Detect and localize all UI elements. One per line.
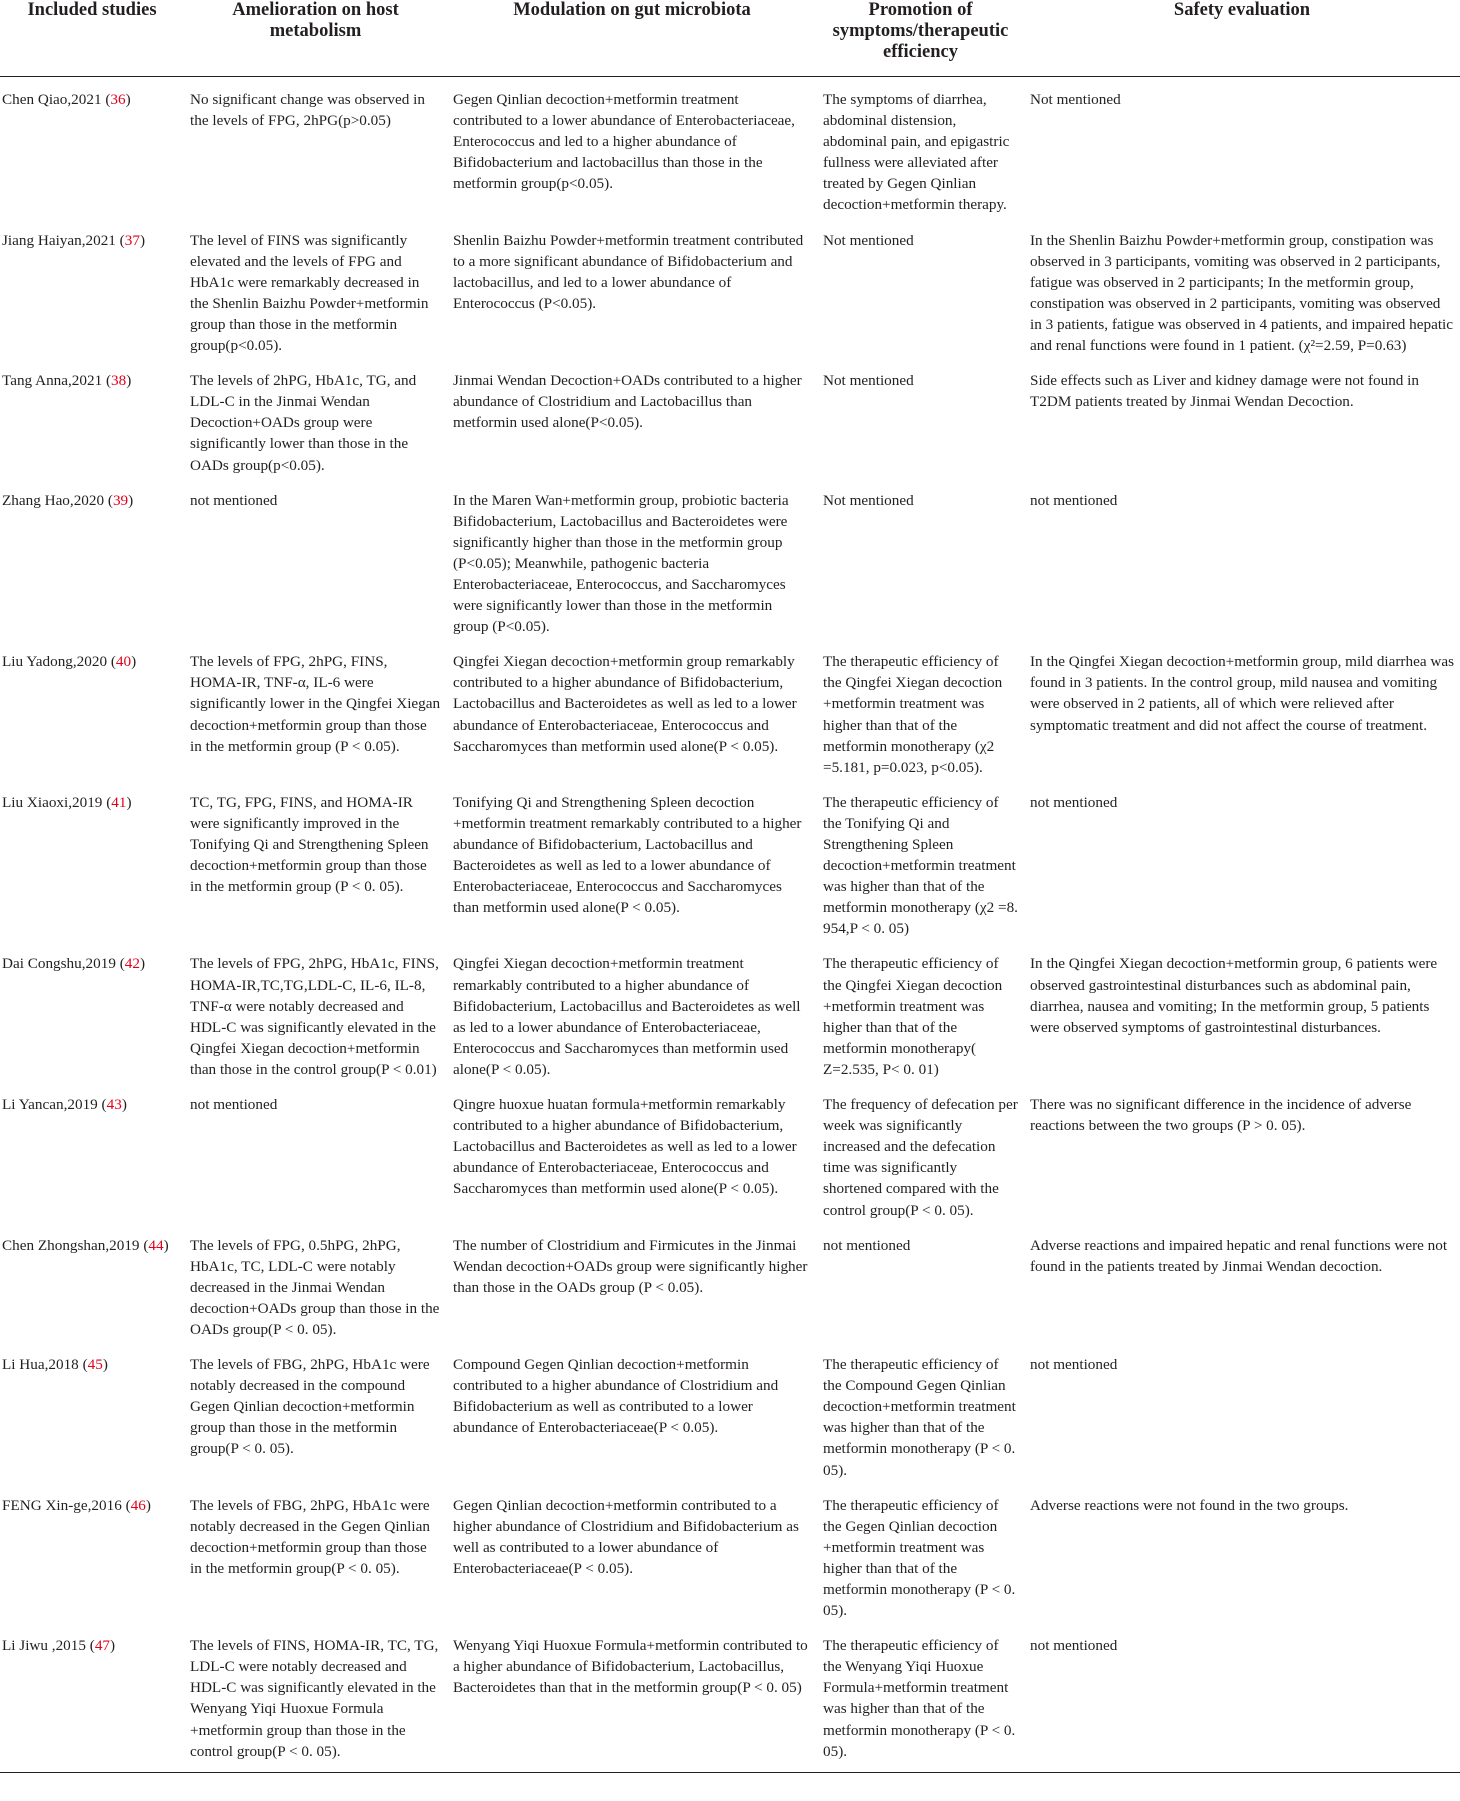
cell-study — [0, 1483, 184, 1624]
reference-link[interactable]: 36 — [110, 91, 126, 108]
study-name-close: ) — [128, 491, 134, 509]
cell-symptoms: The therapeutic efficiency of the Compound Gegen Qinlian decoction+metformin treatment was higher than that of the metformin monotherapy (P < 0. 05). — [823, 1356, 1016, 1479]
study-name: Jiang Haiyan,2021 ( — [2, 231, 125, 249]
cell-metabolism: not mentioned — [190, 1096, 278, 1114]
cell-microbiota: Qingre huoxue huatan formula+metformin remarkably contributed to a higher abundance of Bifidobacterium, Lactobacillus and Bacteroidetes as well as led to a lower abundance of Enterobacteriaceae, Enterococcus and Saccharomyces than metformin used alone(P < 0.05). — [453, 1096, 797, 1198]
study-name: Liu Yadong,2020 ( — [2, 653, 116, 671]
table-row — [0, 1082, 1460, 1223]
study-name-close: ) — [131, 653, 137, 671]
table-row — [0, 1223, 1460, 1342]
study-name: Liu Xiaoxi,2019 ( — [2, 793, 112, 811]
study-name: Li Jiwu ,2015 ( — [2, 1637, 95, 1655]
header-symptoms: Promotion of symptoms/therapeutic efficiency — [817, 0, 1024, 77]
header-row — [0, 0, 1460, 77]
reference-link[interactable]: 37 — [124, 231, 140, 249]
reference-link[interactable]: 39 — [112, 491, 129, 509]
cell-symptoms: The frequency of defecation per week was significantly increased and the defecation time was significantly shortened compared with the control group(P < 0. 05). — [823, 1096, 1018, 1219]
cell-study — [0, 1223, 184, 1342]
study-name: Zhang Hao,2020 ( — [2, 491, 113, 509]
header-safety: Safety evaluation — [1024, 0, 1460, 77]
cell-metabolism: The levels of FINS, HOMA-IR, TC, TG, LDL-C were notably decreased and HDL-C was significantly elevated in the Wenyang Yiqi Huoxue Formula +metformin group than those in the control group(P < 0. 05). — [184, 1623, 447, 1772]
study-name: Li Hua,2018 ( — [2, 1356, 88, 1374]
cell-symptoms: not mentioned — [823, 1236, 911, 1254]
cell-safety: not mentioned — [1030, 491, 1118, 509]
header-included-studies: Included studies — [0, 0, 184, 77]
cell-study — [0, 358, 184, 477]
study-name-close: ) — [126, 793, 132, 811]
cell-microbiota: Qingfei Xiegan decoction+metformin treatment remarkably contributed to a higher abundance of Bifidobacterium, Lactobacillus and Bacteroidetes as well as led to a lower abundance of Enterobacteriaceae, Enterococcus and Saccharomyces than metformin used alone(P < 0.05). — [453, 955, 801, 1078]
cell-metabolism: The levels of 2hPG, HbA1c, TG, and LDL-C in the Jinmai Wendan Decoction+OADs group were significantly lower than those in the OADs group(p<0.05). — [190, 372, 417, 474]
reference-link[interactable]: 45 — [87, 1356, 103, 1374]
cell-safety: There was no significant difference in the incidence of adverse reactions between the two groups (P > 0. 05). — [1030, 1096, 1412, 1135]
table-row — [0, 1342, 1460, 1483]
cell-safety: Side effects such as Liver and kidney damage were not found in T2DM patients treated by Jinmai Wendan Decoction. — [1030, 372, 1419, 411]
cell-metabolism: TC, TG, FPG, FINS, and HOMA-IR were significantly improved in the Tonifying Qi and Strengthening Spleen decoction+metformin group than those in the metformin group (P < 0. 05). — [190, 793, 429, 896]
table-row — [0, 77, 1460, 218]
study-name-close: ) — [102, 1356, 108, 1374]
cell-microbiota: The number of Clostridium and Firmicutes in the Jinmai Wendan decoction+OADs group were significantly higher than those in the OADs group (P < 0.05). — [453, 1236, 808, 1296]
cell-study — [0, 941, 184, 1082]
reference-link[interactable]: 40 — [115, 653, 132, 671]
study-name: FENG Xin-ge,2016 ( — [2, 1496, 131, 1514]
cell-study — [0, 1082, 184, 1223]
cell-symptoms: The therapeutic efficiency of the Gegen Qinlian decoction +metformin treatment was higher than that of the metformin monotherapy (P < 0. 05). — [823, 1496, 1016, 1620]
study-name-close: ) — [139, 231, 145, 249]
study-name-close: ) — [145, 1496, 151, 1514]
cell-safety: Adverse reactions were not found in the two groups. — [1030, 1496, 1349, 1514]
table-row — [0, 358, 1460, 477]
study-name-close: ) — [125, 91, 131, 108]
study-name-close: ) — [110, 1637, 116, 1655]
cell-microbiota: Tonifying Qi and Strengthening Spleen decoction +metformin treatment remarkably contributed to a higher abundance of Bifidobacterium, Lactobacillus and Bacteroidetes as well as led to a lower abundance of Enterobacteriaceae, Enterococcus and Saccharomyces than metformin used alone(P < 0.05). — [453, 793, 802, 917]
reference-link[interactable]: 44 — [148, 1236, 164, 1254]
cell-study — [0, 77, 184, 218]
cell-microbiota: In the Maren Wan+metformin group, probiotic bacteria Bifidobacterium, Lactobacillus and Bacteroidetes were significantly higher than those in the metformin group (P<0.05); Meanwhile, pathogenic bacteria Enterobacteriaceae, Enterococcus, and Saccharomyces were significantly lower than those in the metformin group (P<0.05). — [453, 491, 789, 636]
study-name-close: ) — [126, 372, 132, 390]
cell-safety: In the Qingfei Xiegan decoction+metformin group, 6 patients were observed gastrointestinal disturbances such as abdominal pain, diarrhea, nausea and vomiting; In the metformin group, 5 patients were observed symptoms of gastrointestinal disturbances. — [1030, 955, 1438, 1036]
cell-safety: not mentioned — [1024, 1623, 1460, 1772]
study-name-close: ) — [121, 1096, 127, 1114]
table-row — [0, 639, 1460, 780]
reference-link[interactable]: 43 — [106, 1096, 122, 1114]
cell-symptoms: The symptoms of diarrhea, abdominal distension, abdominal pain, and epigastric fullness were alleviated after treated by Gegen Qinlian decoction+metformin therapy. — [823, 91, 1010, 214]
reference-link[interactable]: 42 — [124, 955, 140, 973]
study-name: Dai Congshu,2019 ( — [2, 955, 125, 973]
cell-microbiota: Shenlin Baizhu Powder+metformin treatment contributed to a more significant abundance of Bifidobacterium and lactobacillus, and led to a lower abundance of Enterococcus (P<0.05). — [453, 231, 804, 312]
cell-microbiota: Wenyang Yiqi Huoxue Formula+metformin contributed to a higher abundance of Bifidobacterium, Lactobacillus, Bacteroidetes than that in the metformin group(P < 0. 05) — [447, 1623, 817, 1772]
cell-microbiota: Gegen Qinlian decoction+metformin treatment contributed to a lower abundance of Enterobacteriaceae, Enterococcus and led to a higher abundance of Bifidobacterium and lactobacillus than those in the metformin group(p<0.05). — [453, 91, 795, 193]
cell-metabolism: The levels of FPG, 2hPG, HbA1c, FINS, HOMA-IR,TC,TG,LDL-C, IL-6, IL-8, TNF-α were notably decreased and HDL-C was significantly elevated in the Qingfei Xiegan decoction+metformin than those in the control group(P < 0.01) — [190, 955, 439, 1078]
study-name: Chen Qiao,2021 ( — [2, 91, 111, 108]
cell-symptoms: The therapeutic efficiency of the Wenyang Yiqi Huoxue Formula+metformin treatment was higher than that of the metformin monotherapy (P < 0. 05). — [817, 1623, 1024, 1772]
cell-study — [0, 1623, 184, 1772]
study-name-close: ) — [163, 1236, 169, 1254]
cell-study — [0, 218, 184, 359]
cell-study — [0, 639, 184, 780]
cell-metabolism: The level of FINS was significantly elevated and the levels of FPG and HbA1c were remarkably decreased in the Shenlin Baizhu Powder+metformin group than those in the metformin group(p<0.05). — [190, 231, 429, 355]
header-microbiota: Modulation on gut microbiota — [447, 0, 817, 77]
cell-symptoms: The therapeutic efficiency of the Tonifying Qi and Strengthening Spleen decoction+metformin treatment was higher than that of the metformin monotherapy (χ2 =8. 954,P < 0. 05) — [823, 793, 1018, 938]
cell-safety: not mentioned — [1030, 1356, 1118, 1374]
table-row — [0, 1483, 1460, 1624]
study-name-close: ) — [139, 955, 146, 973]
cell-safety: In the Qingfei Xiegan decoction+metformin group, mild diarrhea was found in 3 patients. In the control group, mild nausea and vomiting were observed in 2 patients, all of which were relieved after symptomatic treatment and did not affect the course of treatment. — [1030, 653, 1454, 734]
reference-link[interactable]: 41 — [111, 793, 127, 811]
study-name: Tang Anna,2021 ( — [2, 372, 112, 390]
cell-microbiota: Compound Gegen Qinlian decoction+metformin contributed to a higher abundance of Clostridium and Bifidobacterium as well as contributed to a lower abundance of Enterobacteriaceae(P < 0.05). — [453, 1356, 779, 1437]
table-row — [0, 780, 1460, 942]
cell-safety: Adverse reactions and impaired hepatic and renal functions were not found in the patients treated by Jinmai Wendan decoction. — [1030, 1236, 1448, 1275]
cell-microbiota: Gegen Qinlian decoction+metformin contributed to a higher abundance of Clostridium and Bifidobacterium as well as contributed to a lower abundance of Enterobacteriaceae(P < 0.05). — [453, 1496, 799, 1577]
cell-study — [0, 478, 184, 640]
cell-study — [0, 1342, 184, 1483]
table-row — [0, 941, 1460, 1082]
study-name: Chen Zhongshan,2019 ( — [2, 1236, 149, 1254]
cell-metabolism: The levels of FBG, 2hPG, HbA1c were notably decreased in the compound Gegen Qinlian decoction+metformin group than those in the metformin group(P < 0. 05). — [190, 1356, 430, 1458]
cell-safety: not mentioned — [1030, 793, 1118, 811]
cell-metabolism: The levels of FPG, 0.5hPG, 2hPG, HbA1c, TC, LDL-C were notably decreased in the Jinmai Wendan decoction+OADs group than those in the OADs group(P < 0. 05). — [190, 1236, 440, 1338]
cell-symptoms: The therapeutic efficiency of the Qingfei Xiegan decoction +metformin treatment was higher than that of the metformin monotherapy (χ2 =5.181, p=0.023, p<0.05). — [823, 653, 1003, 776]
reference-link[interactable]: 38 — [111, 372, 127, 390]
cell-microbiota: Jinmai Wendan Decoction+OADs contributed to a higher abundance of Clostridium and Lactobacillus than metformin used alone(P<0.05). — [453, 372, 802, 432]
table-row — [0, 1623, 1460, 1772]
cell-metabolism: The levels of FBG, 2hPG, HbA1c were notably decreased in the Gegen Qinlian decoction+metformin group than those in the metformin group(P < 0. 05). — [190, 1496, 430, 1577]
cell-symptoms: The therapeutic efficiency of the Qingfei Xiegan decoction +metformin treatment was higher than that of the metformin monotherapy( Z=2.535, P< 0. 01) — [823, 955, 1003, 1078]
cell-metabolism: not mentioned — [190, 491, 278, 509]
cell-microbiota: Qingfei Xiegan decoction+metformin group remarkably contributed to a higher abundance of Bifidobacterium, Lactobacillus and Bacteroidetes as well as led to a lower abundance of Enterobacteriaceae, Enterococcus and Saccharomyces than metformin used alone(P < 0.05). — [453, 653, 797, 755]
cell-symptoms: Not mentioned — [823, 231, 914, 249]
table-row — [0, 218, 1460, 359]
cell-symptoms: Not mentioned — [823, 491, 914, 509]
cell-safety: Not mentioned — [1030, 91, 1121, 108]
table-row — [0, 478, 1460, 640]
study-name: Li Yancan,2019 ( — [2, 1096, 107, 1114]
cell-study — [0, 780, 184, 942]
cell-safety: In the Shenlin Baizhu Powder+metformin group, constipation was observed in 3 participants, vomiting was observed in 2 participants, fatigue was observed in 2 participants; In the metformin group, constipation was observed in 2 participants, vomiting was observed in 3 patients, fatigue was observed in 4 patients, and impaired hepatic and renal functions were found in 1 patient. (χ²=2.59, P=0.63) — [1030, 231, 1454, 355]
table-body — [0, 77, 1460, 1773]
reference-link[interactable]: 46 — [130, 1496, 146, 1514]
cell-metabolism: The levels of FPG, 2hPG, FINS, HOMA-IR, TNF-α, IL-6 were significantly lower in the Qingfei Xiegan decoction+metformin group than those in the metformin group (P < 0.05). — [190, 653, 441, 755]
cell-metabolism: No significant change was observed in the levels of FPG, 2hPG(p>0.05) — [190, 91, 425, 130]
header-amelioration: Amelioration on host metabolism — [184, 0, 447, 77]
reference-link[interactable]: 47 — [94, 1637, 110, 1655]
cell-symptoms: Not mentioned — [823, 372, 914, 390]
